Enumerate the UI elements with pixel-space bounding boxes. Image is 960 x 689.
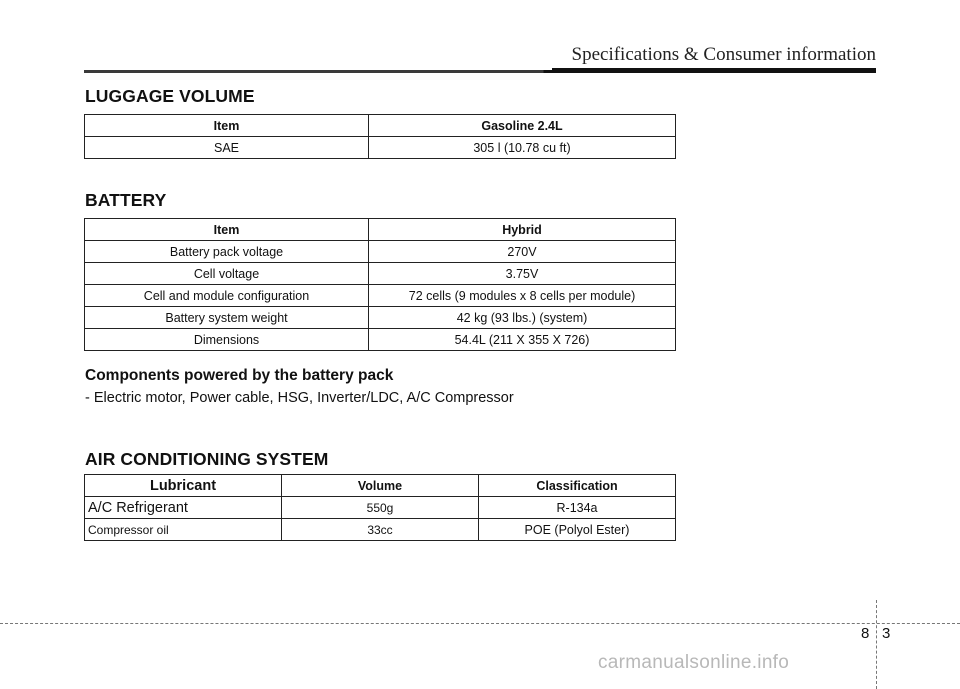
column-header: Volume [282, 475, 479, 497]
table-row [85, 285, 676, 307]
table-row [85, 307, 676, 329]
table-cell: Battery system weight [85, 307, 369, 329]
column-header: Hybrid [369, 219, 676, 241]
footer-rule [0, 623, 960, 624]
table-cell: 33cc [282, 519, 479, 541]
table-header-row [85, 219, 676, 241]
ac-heading: AIR CONDITIONING SYSTEM [85, 449, 329, 469]
header-title: Specifications & Consumer information [571, 44, 876, 65]
footer-divider [876, 600, 877, 689]
column-header: Classification [479, 475, 676, 497]
watermark: carmanualsonline.info [598, 652, 790, 673]
table-row [85, 497, 676, 519]
table-cell: A/C Refrigerant [85, 497, 282, 519]
table-row [85, 137, 676, 159]
luggage-table [84, 114, 676, 159]
luggage-heading: LUGGAGE VOLUME [85, 86, 255, 106]
table-cell: Cell voltage [85, 263, 369, 285]
column-header: Lubricant [85, 475, 282, 497]
table-cell: SAE [85, 137, 369, 159]
table-cell: 42 kg (93 lbs.) (system) [369, 307, 676, 329]
table-cell: Cell and module configuration [85, 285, 369, 307]
header-rule-accent [552, 68, 876, 73]
table-row [85, 263, 676, 285]
table-row [85, 329, 676, 351]
table-row [85, 241, 676, 263]
table-cell: 270V [369, 241, 676, 263]
section-number: 8 [861, 625, 870, 642]
ac-table [84, 474, 676, 541]
table-cell: 54.4L (211 X 355 X 726) [369, 329, 676, 351]
components-heading: Components powered by the battery pack [85, 367, 394, 384]
table-row [85, 519, 676, 541]
table-cell: R-134a [479, 497, 676, 519]
battery-heading: BATTERY [85, 190, 167, 210]
column-header: Item [85, 219, 369, 241]
table-cell: POE (Polyol Ester) [479, 519, 676, 541]
table-header-row [85, 475, 676, 497]
table-cell: Dimensions [85, 329, 369, 351]
table-cell: 3.75V [369, 263, 676, 285]
components-text: - Electric motor, Power cable, HSG, Inverter/LDC, A/C Compressor [85, 390, 514, 406]
table-cell: Compressor oil [85, 519, 282, 541]
table-cell: 550g [282, 497, 479, 519]
column-header: Item [85, 115, 369, 137]
table-cell: 72 cells (9 modules x 8 cells per module) [369, 285, 676, 307]
table-cell: 305 l (10.78 cu ft) [369, 137, 676, 159]
column-header: Gasoline 2.4L [369, 115, 676, 137]
table-header-row [85, 115, 676, 137]
table-cell: Battery pack voltage [85, 241, 369, 263]
battery-table [84, 218, 676, 351]
page-number: 3 [882, 625, 891, 642]
